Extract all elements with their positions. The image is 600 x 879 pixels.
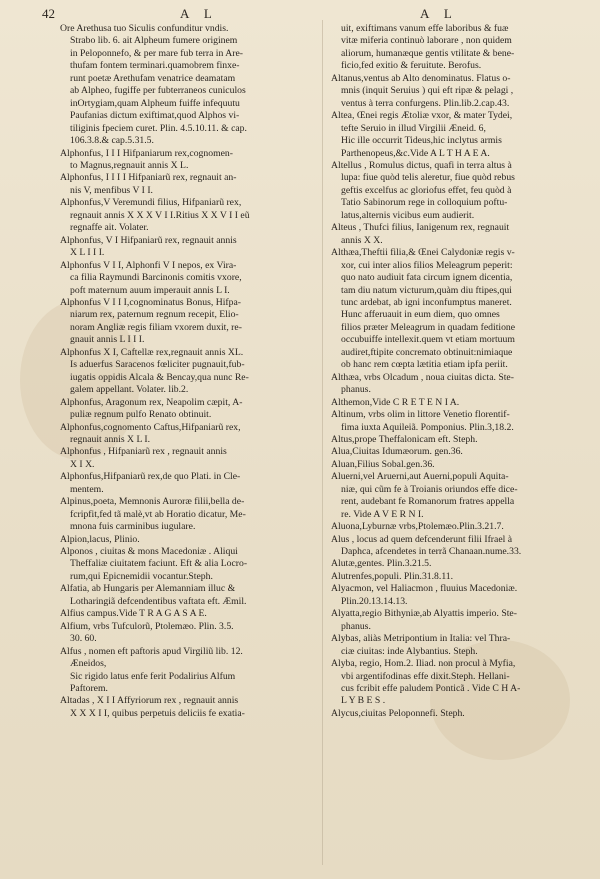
text-line: rum,qui Epicnemidii vocantur.Steph. [70, 570, 213, 582]
left-column [60, 23, 318, 720]
text-line: L Y B E S . [341, 695, 386, 707]
text-line: niæ, qui cũm fe à Troianis oriundos effe dice- [341, 483, 518, 495]
text-line: Alphonfus V I I, Alphonfi V I nepos, ex Vira- [60, 259, 237, 271]
text-line: galem appellant. Volater. lib.2. [70, 384, 189, 396]
text-line: Alfium, vrbs Tufculorũ, Ptolemæo. Plin. 3.5. [60, 620, 234, 632]
text-line: iugatis oppidis Alcala & Bencay,qua nunc Re- [70, 371, 249, 383]
text-line: Lotharingiã defcendentibus vaftata eft. Æmil. [70, 595, 247, 607]
text-line: Aluerni,vel Aruerni,aut Auerni,populi Aquita- [331, 471, 509, 483]
text-line: Althæa, vrbs Olcadum , noua ciuitas dicta. Ste- [331, 371, 514, 383]
text-line: Altellus , Romulus dictus, quafi in terra altus à [331, 159, 512, 171]
text-line: ab Alpheo, fugiffe per fubterraneos cuniculos [70, 85, 246, 97]
text-line: Paufanias dictum exiftimat,quod Alphos vi- [70, 110, 240, 122]
text-line: gnauit annis L I I I. [70, 334, 145, 346]
right-running-head: A L [420, 6, 458, 21]
text-line: ventus à terra confurgens. Plin.lib.2.cap.43. [341, 97, 510, 109]
text-line: Alutrenfes,populi. Plin.31.8.11. [331, 570, 454, 582]
text-line: X L I I I. [70, 247, 105, 259]
text-line: Althemon,Vide C R E T E N I A. [331, 396, 460, 408]
text-line: puliæ regnum pulfo Renato obtinuit. [70, 409, 212, 421]
text-line: vitæ miferia continuò laborare , non quidem [341, 35, 512, 47]
text-line: Tatio Sabinorum rege in colloquium poftu- [341, 197, 508, 209]
right-column [331, 23, 589, 720]
text-line: uit, exiftimans vanum effe laboribus & fuæ [341, 23, 509, 34]
text-line: Parthenopeus,&c.Vide A L T H A E A. [341, 147, 490, 159]
text-line: mnis (inquit Seruius ) qui eft ripæ & pelagi , [341, 85, 514, 97]
text-line: phanus. [341, 620, 371, 632]
text-line: Altanus,ventus ab Alto denominatus. Flatus o- [331, 72, 511, 84]
text-line: latus,alternis vicibus eum audierit. [341, 209, 475, 221]
text-line: Alphonfus V I I I,cognominatus Bonus, Hifpa- [60, 296, 241, 308]
text-line: quo nato audiuit fata circum ignem dicentia, [341, 272, 513, 284]
text-line: filios præter Meleagrum in quadam feditione [341, 321, 516, 333]
text-line: Alphonfus, I I I Hifpaniarum rex,cognomen- [60, 147, 233, 159]
text-line: regnauit annis X L I. [70, 433, 151, 445]
text-line: Strabo lib. 6. ait Alpheum fumere originem [70, 35, 238, 47]
text-line: Alteus , Thufci filius, Ianigenum rex, regnauit [331, 222, 510, 234]
running-header [0, 6, 600, 24]
text-line: Alphonfus, I I I I Hifpaniarũ rex, regnauit an- [60, 172, 237, 184]
text-line: phanus. [341, 384, 371, 396]
text-line: X X X I I, quibus perpetuis deliciis fe exatia- [70, 707, 245, 719]
text-line: Alfatia, ab Hungaris per Alemanniam illuc & [60, 583, 236, 595]
text-line: noram Angliæ regis filiam vxorem duxit, re- [70, 321, 242, 333]
text-line: Alponos , ciuitas & mons Macedoniæ . Aliqui [60, 546, 238, 558]
text-line: tam diu natum victurum,quàm diu ftipes,qui [341, 284, 512, 296]
text-line: poft maternum auum imperauit annis L I. [70, 284, 230, 296]
text-line: Alus , locus ad quem defcenderunt filii Ifrael à [331, 533, 513, 545]
text-line: xor, cui inter alios filios Meleagrum peperit: [341, 259, 513, 271]
left-running-head: A L [180, 6, 218, 21]
text-line: fcripfit,fed tã malè,vt ab Horatio dicatur, Me- [70, 508, 246, 520]
text-line: annis X X. [341, 234, 383, 246]
text-line: niarum rex, paternum regnum recepit, Elio- [70, 309, 239, 321]
text-line: occubuiffe intellexit.quem vt etiam mortuum [341, 334, 515, 346]
text-line: Alutæ,gentes. Plin.3.21.5. [331, 558, 432, 570]
text-line: Alpinus,poeta, Memnonis Auroræ filii,bella de- [60, 496, 245, 508]
text-line: tefte Seruio in illud Virgilii Æneid. 6, [341, 122, 486, 134]
text-line: thufam fontem terminari.quamobrem finxe- [70, 60, 240, 72]
text-line: Alua,Ciuitas Idumæorum. gen.36. [331, 446, 463, 458]
text-line: Daphca, afcendetes in terrã Chanaan.nume.33. [341, 546, 522, 558]
text-line: Alfus , nomen eft paftoris apud Virgiliũ lib. 12. [60, 645, 243, 657]
page-number: 42 [42, 6, 55, 21]
text-line: Alyba, regio, Hom.2. Iliad. non procul à Myfia, [331, 658, 516, 670]
text-line: Aluona,Lyburnæ vrbs,Ptolemæo.Plin.3.21.7. [331, 521, 504, 533]
text-line: ciæ ciuitas: inde Alybantius. Steph. [341, 645, 478, 657]
text-line: Alycus,ciuitas Peloponnefi. Steph. [331, 707, 465, 719]
text-line: Æneidos, [70, 658, 107, 670]
text-line: vbi argentifodinas effe dixit.Steph. Hellani- [341, 670, 510, 682]
text-line: Altea, Œnei regis Ætoliæ vxor, & mater Tydei, [331, 110, 513, 122]
text-line: nis V, menfibus V I I. [70, 184, 153, 196]
text-line: Aluan,Filius Sobal.gen.36. [331, 458, 435, 470]
text-line: inOrtygiam,quam Alpheum fuiffe infequutu [70, 97, 240, 109]
text-line: Alyatta,regio Bithyniæ,ab Alyattis imperio. Ste- [331, 608, 517, 620]
text-line: tiliginis fpeciem curet. Plin. 4.5.10.11. & cap. [70, 122, 247, 134]
text-line: audiret,ftipite concremato obtinuit:nimiaque [341, 346, 513, 358]
text-line: Altus,prope Theffalonicam eft. Steph. [331, 433, 478, 445]
text-line: mnona fuis carminibus iugulare. [70, 521, 196, 533]
text-line: Altinum, vrbs olim in littore Venetio florentif- [331, 409, 510, 421]
text-line: mentem. [70, 483, 104, 495]
text-line: Hunc afferuauit in eum diem, quo omnes [341, 309, 500, 321]
text-line: Alphonfus, Aragonum rex, Neapolim cæpit, A- [60, 396, 243, 408]
text-line: Alphonfus, V I Hifpaniarũ rex, regnauit annis [60, 234, 237, 246]
text-line: ob hanc rem cœpta lætitia etiam ipfa periit. [341, 359, 508, 371]
text-line: 106.3.8.& cap.5.31.5. [70, 135, 154, 147]
text-line: Alphonfus,cognomento Caftus,Hifpaniarũ rex, [60, 421, 241, 433]
text-line: Alybas, aliàs Metripontium in Italia: vel Thra- [331, 633, 511, 645]
text-line: regnaffe ait. Volater. [70, 222, 149, 234]
text-line: geftis excelfus ac gloriofus effet, feu quòd à [341, 184, 512, 196]
text-line: aliorum, humanæque gentis vtilitate & bene- [341, 47, 515, 59]
text-line: Alpion,lacus, Plinio. [60, 533, 140, 545]
text-line: Althæa,Theftii filia,& Œnei Calydoniæ regis v- [331, 247, 515, 259]
text-line: X I X. [70, 458, 95, 470]
text-line: Alfius campus.Vide T R A G A S A E. [60, 608, 207, 620]
text-line: Alphonfus , Hifpaniarũ rex , regnauit annis [60, 446, 227, 458]
text-line: Sic rigido latus enfe ferit Podalirius Alfum [70, 670, 236, 682]
text-line: Theffaliæ ciuitatem faciunt. Eft & alia Locro- [70, 558, 248, 570]
text-line: re. Vide A V E R N I. [341, 508, 424, 520]
text-line: Alphonfus,V Veremundi filius, Hifpaniarũ rex, [60, 197, 242, 209]
text-line: in Peloponnefo, & per mare fub terra in Are- [70, 47, 243, 59]
text-line: fima iuxta Aquileiã. Pomponius. Plin.3,18.2. [341, 421, 514, 433]
text-line: regnauit annis X X X V I I.Ritius X X V I I eũ [70, 209, 250, 221]
text-line: ca filia Raymundi Barcinonis comitis vxore, [70, 272, 242, 284]
text-line: lupa: fiue quòd telis aleretur, fiue quòd rebus [341, 172, 515, 184]
text-line: Is aduerfus Saracenos fœliciter pugnauit,fub- [70, 359, 245, 371]
text-line: Alphonfus,Hifpaniarũ rex,de quo Plati. in Cle- [60, 471, 241, 483]
text-line: Ore Arethusa tuo Siculis confunditur vndis. [60, 23, 229, 34]
text-line: 30. 60. [70, 633, 97, 645]
text-line: runt poetæ Arethufam venatrice deamatam [70, 72, 236, 84]
text-line: cus fcribit effe paludem Ponticã . Vide C H A- [341, 683, 521, 695]
text-line: tunc ardebat, ab igni inconfumptus maneret. [341, 296, 512, 308]
text-line: Paftorem. [70, 683, 108, 695]
text-line: Alphonfus X I, Caftellæ rex,regnauit annis XL. [60, 346, 244, 358]
text-line: Plin.20.13.14.13. [341, 595, 408, 607]
text-line: rent, audebant fe Romanorum fratres appella [341, 496, 515, 508]
text-line: Altadas , X I I Affyriorum rex , regnauit annis [60, 695, 239, 707]
text-line: to Magnus,regnauit annis X L. [70, 159, 189, 171]
text-line: Hic ille occurrit Tideus,hic inclytus armis [341, 135, 502, 147]
text-line: Alyacmon, vel Haliacmon , fluuius Macedoniæ. [331, 583, 518, 595]
text-line: ficio,fed exitio & feruitute. Berofus. [341, 60, 482, 72]
column-divider [322, 20, 323, 865]
